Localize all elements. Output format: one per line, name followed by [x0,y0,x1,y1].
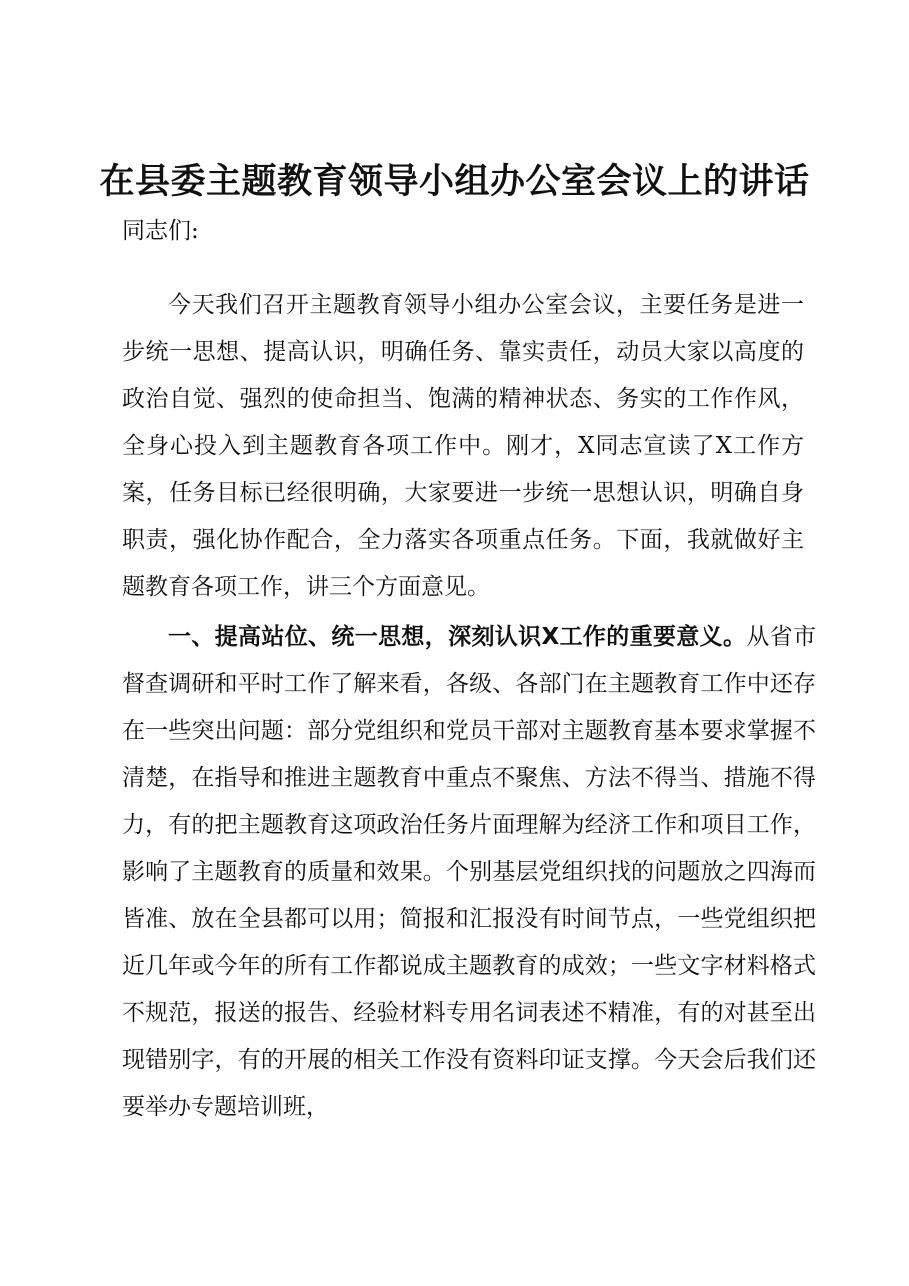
document-title: 在县委主题教育领导小组办公室会议上的讲话 [99,161,810,202]
section-1-heading: 一、提高站位、统一思想，深刻认识X工作的重要意义。 [168,624,747,650]
paragraph-intro: 今天我们召开主题教育领导小组办公室会议，主要任务是进一步统一思想、提高认识，明确任务、靠实责任，动员大家以高度的政治自觉、强烈的使命担当、饱满的精神状态、务实的工作作风，全身心投入到主题教育各项工作中。刚才，X同志宣读了X工作方案，任务目标已经很明确，大家要进一步统一思想认识，明确自身职责，强化协作配合，全力落实各项重点任务。下面，我就做好主题教育各项工作，讲三个方面意见。 [122,292,804,600]
section-1-body: 从省市督查调研和平时工作了解来看，各级、各部门在主题教育工作中还存在一些突出问题：部分党组织和党员干部对主题教育基本要求掌握不清楚，在指导和推进主题教育中重点不聚焦、方法不得当、措施不得力，有的把主题教育这项政治任务片面理解为经济工作和项目工作，影响了主题教育的质量和效果。个别基层党组织找的问题放之四海而皆准、放在全县都可以用；简报和汇报没有时间节点，一些党组织把近几年或今年的所有工作都说成主题教育的成效；一些文字材料格式不规范，报送的报告、经验材料专用名词表述不精准，有的对甚至出现错别字，有的开展的相关工作没有资料印证支撑。今天会后我们还要举办专题培训班， [122,624,816,1120]
paragraph-section-1 [122,614,816,1131]
salutation: 同志们: [122,218,199,244]
